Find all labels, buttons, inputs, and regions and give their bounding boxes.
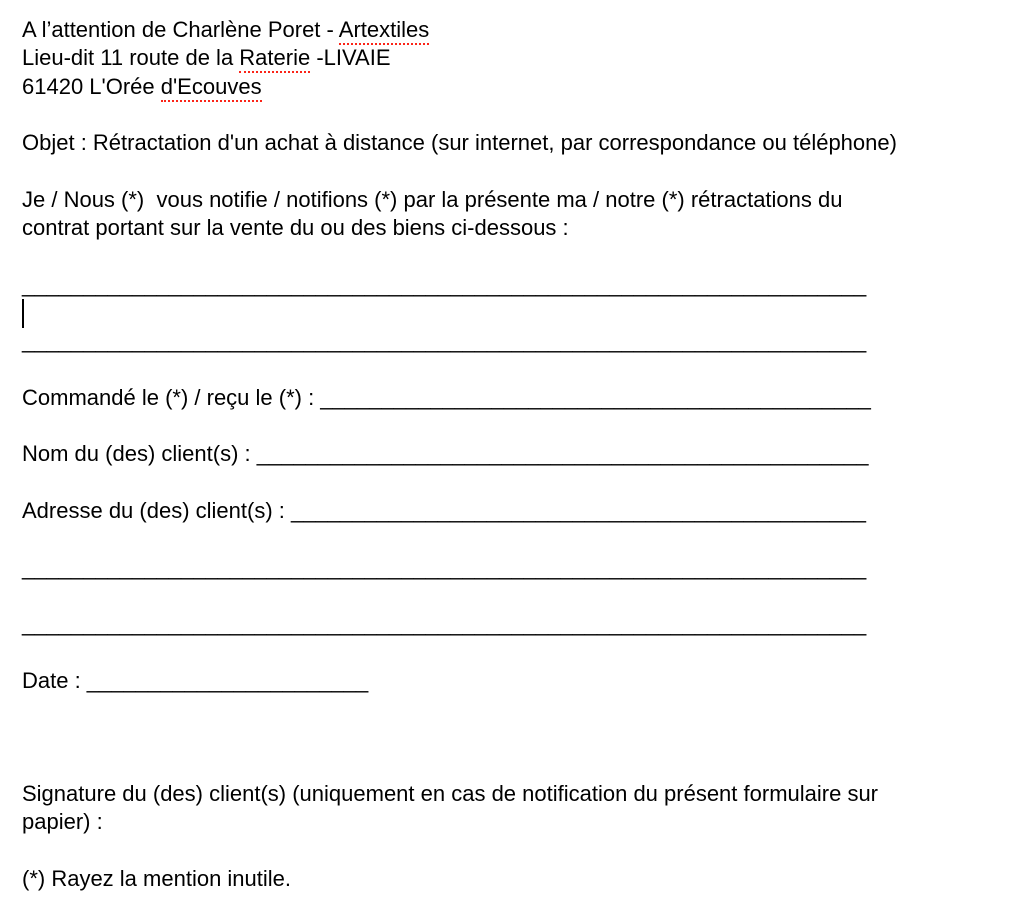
text-line — [22, 440, 1008, 468]
text-line — [22, 44, 1008, 72]
text-run: -LIVAIE — [310, 45, 391, 71]
text-line — [22, 808, 1008, 836]
text-line — [22, 723, 1008, 751]
text-line — [22, 639, 1008, 667]
text-line — [22, 214, 1008, 242]
misspelled-word: Raterie — [239, 45, 310, 73]
misspelled-word: Artextiles — [339, 17, 429, 45]
text-line — [22, 667, 1008, 695]
text-run: _____________________________________________________________________ — [22, 271, 867, 297]
text-line — [22, 384, 1008, 412]
text-run: _____________________________________________________________________ — [22, 554, 867, 580]
text-line — [22, 129, 1008, 157]
text-run: papier) : — [22, 809, 103, 835]
text-run: 61420 L'Orée — [22, 73, 161, 99]
text-line — [22, 356, 1008, 384]
text-line — [22, 837, 1008, 865]
text-line — [22, 865, 1008, 893]
text-line — [22, 73, 1008, 101]
text-run: Nom du (des) client(s) : __________________________________________________ — [22, 441, 869, 467]
text-line — [22, 186, 1008, 214]
misspelled-word: d'Ecouves — [161, 74, 262, 102]
text-line — [22, 554, 1008, 582]
text-run: contrat portant sur la vente du ou des biens ci-dessous : — [22, 215, 569, 241]
text-run: (*) Rayez la mention inutile. — [22, 865, 292, 891]
text-line — [22, 497, 1008, 525]
text-run: A l’attention de Charlène Poret - — [22, 17, 339, 42]
cursor-line — [22, 299, 1008, 327]
text-line — [22, 16, 1008, 44]
text-line — [22, 157, 1008, 185]
text-run: Commandé le (*) / reçu le (*) : _____________________________________________ — [22, 384, 871, 410]
text-line — [22, 101, 1008, 129]
text-run: Je / Nous (*) vous notifie / notifions (*) par la présente ma / notre (*) rétractations du — [22, 186, 843, 212]
text-line — [22, 525, 1008, 553]
text-line — [22, 780, 1008, 808]
text-line — [22, 695, 1008, 723]
text-line — [22, 271, 1008, 299]
text-run: _____________________________________________________________________ — [22, 328, 867, 354]
text-cursor — [22, 299, 24, 328]
text-line — [22, 242, 1008, 270]
text-run: _____________________________________________________________________ — [22, 611, 867, 637]
text-run: Lieu-dit 11 route de la — [22, 45, 240, 71]
text-line — [22, 327, 1008, 355]
text-line — [22, 752, 1008, 780]
text-line — [22, 582, 1008, 610]
text-run: Objet : Rétractation d'un achat à distance (sur internet, par correspondance ou téléphone) — [22, 130, 897, 156]
text-line — [22, 412, 1008, 440]
text-line — [22, 469, 1008, 497]
text-run: Date : _______________________ — [22, 667, 369, 693]
text-run: Adresse du (des) client(s) : _______________________________________________ — [22, 498, 867, 524]
text-line — [22, 610, 1008, 638]
text-run: Signature du (des) client(s) (uniquement en cas de notification du présent formulaire sur — [22, 781, 879, 807]
